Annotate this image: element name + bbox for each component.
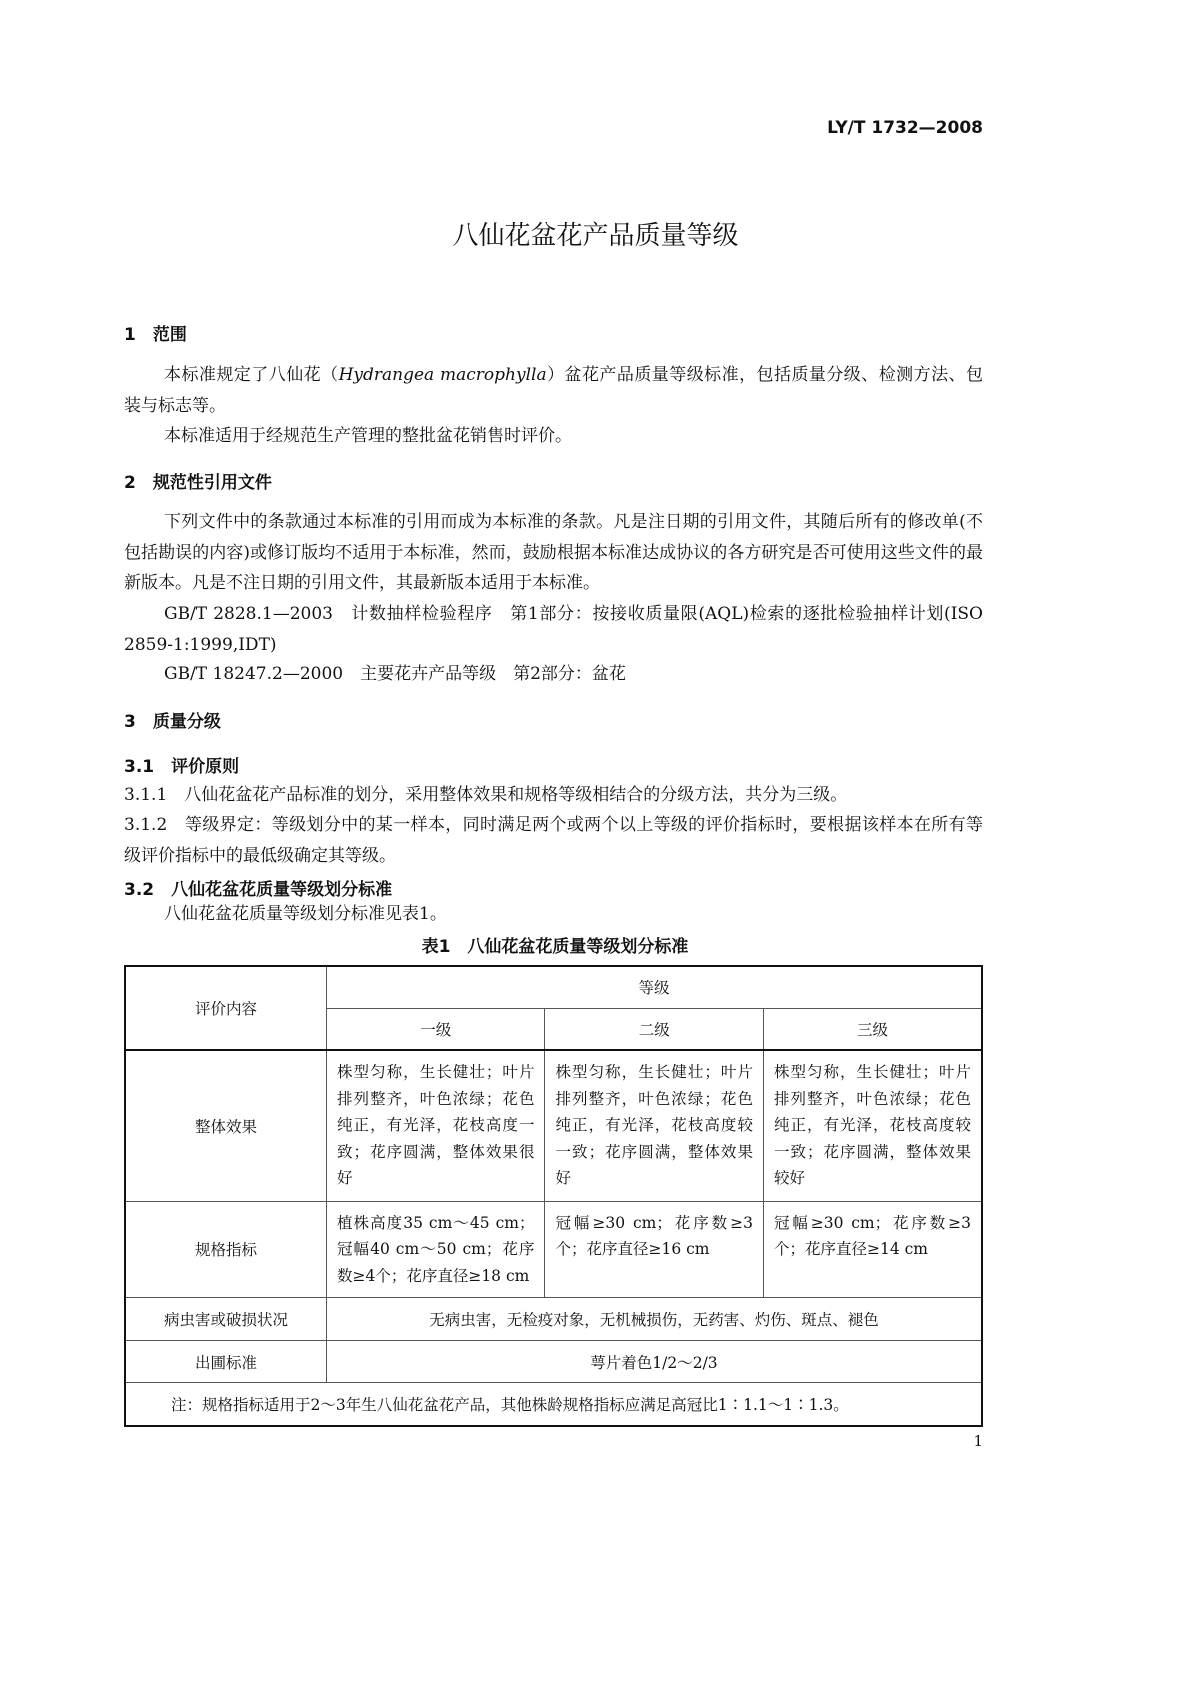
cell: 无病虫害，无检疫对象，无机械损伤，无药害、灼伤、斑点、褪色 bbox=[326, 1298, 982, 1341]
table-row bbox=[125, 1050, 982, 1201]
page-number: 1 bbox=[973, 1432, 983, 1450]
header-grade: 等级 bbox=[326, 966, 982, 1008]
grade-header: 一级 bbox=[326, 1008, 545, 1050]
table-row bbox=[125, 1341, 982, 1383]
table-row bbox=[125, 1298, 982, 1341]
row-label: 病虫害或破损状况 bbox=[125, 1298, 326, 1341]
table-caption: 表1 八仙花盆花质量等级划分标准 bbox=[421, 937, 689, 957]
page-title: 八仙花盆花产品质量等级 bbox=[452, 221, 739, 251]
row-label: 出圃标准 bbox=[125, 1341, 326, 1383]
cell: 株型匀称，生长健壮；叶片排列整齐，叶色浓绿；花色纯正，有光泽，花枝高度一致；花序圆满，整体效果很好 bbox=[326, 1050, 545, 1201]
paragraph: 本标准适用于经规范生产管理的整批盆花销售时评价。 bbox=[164, 426, 572, 446]
table-note: 注：规格指标适用于2～3年生八仙花盆花产品，其他株龄规格指标应满足高冠比1∶1.1～1∶1.3。 bbox=[125, 1383, 982, 1426]
grade-table bbox=[124, 965, 983, 1427]
paragraph: 本标准规定了八仙花（Hydrangea macrophylla）盆花产品质量等级标准，包括质量分级、检测方法、包装与标志等。 bbox=[124, 365, 984, 416]
table-row bbox=[125, 1201, 982, 1298]
header-item: 评价内容 bbox=[125, 966, 326, 1050]
reference-item: GB/T 2828.1—2003 计数抽样检验程序 第1部分：按接收质量限(AQL)检索的逐批检验抽样计划(ISO 2859-1:1999,IDT) bbox=[124, 604, 983, 655]
grade-header: 二级 bbox=[545, 1008, 764, 1050]
cell: 冠幅≥30 cm；花序数≥3个；花序直径≥16 cm bbox=[545, 1201, 764, 1298]
subsection-heading: 3.2 八仙花盆花质量等级划分标准 bbox=[124, 880, 393, 900]
cell: 萼片着色1/2～2/3 bbox=[326, 1341, 982, 1383]
paragraph: 八仙花盆花质量等级划分标准见表1。 bbox=[164, 904, 447, 924]
subsection-heading: 3.1 评价原则 bbox=[124, 757, 240, 777]
section-heading-3: 3 质量分级 bbox=[124, 712, 221, 732]
clause: 3.1.2 等级界定：等级划分中的某一样本，同时满足两个或两个以上等级的评价指标时，要根据该样本在所有等级评价指标中的最低级确定其等级。 bbox=[124, 815, 983, 866]
grade-header: 三级 bbox=[763, 1008, 982, 1050]
cell: 株型匀称，生长健壮；叶片排列整齐，叶色浓绿；花色纯正，有光泽，花枝高度较一致；花序圆满，整体效果较好 bbox=[763, 1050, 982, 1201]
cell: 冠幅≥30 cm；花序数≥3个；花序直径≥14 cm bbox=[763, 1201, 982, 1298]
cell: 株型匀称，生长健壮；叶片排列整齐，叶色浓绿；花色纯正，有光泽，花枝高度较一致；花序圆满，整体效果好 bbox=[545, 1050, 764, 1201]
section-heading-2: 2 规范性引用文件 bbox=[124, 473, 272, 493]
reference-item: GB/T 18247.2—2000 主要花卉产品等级 第2部分：盆花 bbox=[164, 664, 626, 684]
row-label: 整体效果 bbox=[125, 1050, 326, 1201]
cell: 植株高度35 cm～45 cm；冠幅40 cm～50 cm；花序数≥4个；花序直径≥18 cm bbox=[326, 1201, 545, 1298]
section-heading-1: 1 范围 bbox=[124, 325, 187, 345]
document-code: LY/T 1732—2008 bbox=[827, 118, 983, 138]
paragraph: 下列文件中的条款通过本标准的引用而成为本标准的条款。凡是注日期的引用文件，其随后所有的修改单(不包括勘误的内容)或修订版均不适用于本标准，然而，鼓励根据本标准达成协议的各方研究是否可使用这些文件的最新版本。凡是不注日期的引用文件，其最新版本适用于本标准。 bbox=[124, 512, 983, 593]
clause: 3.1.1 八仙花盆花产品标准的划分，采用整体效果和规格等级相结合的分级方法，共分为三级。 bbox=[124, 785, 848, 805]
row-label: 规格指标 bbox=[125, 1201, 326, 1298]
